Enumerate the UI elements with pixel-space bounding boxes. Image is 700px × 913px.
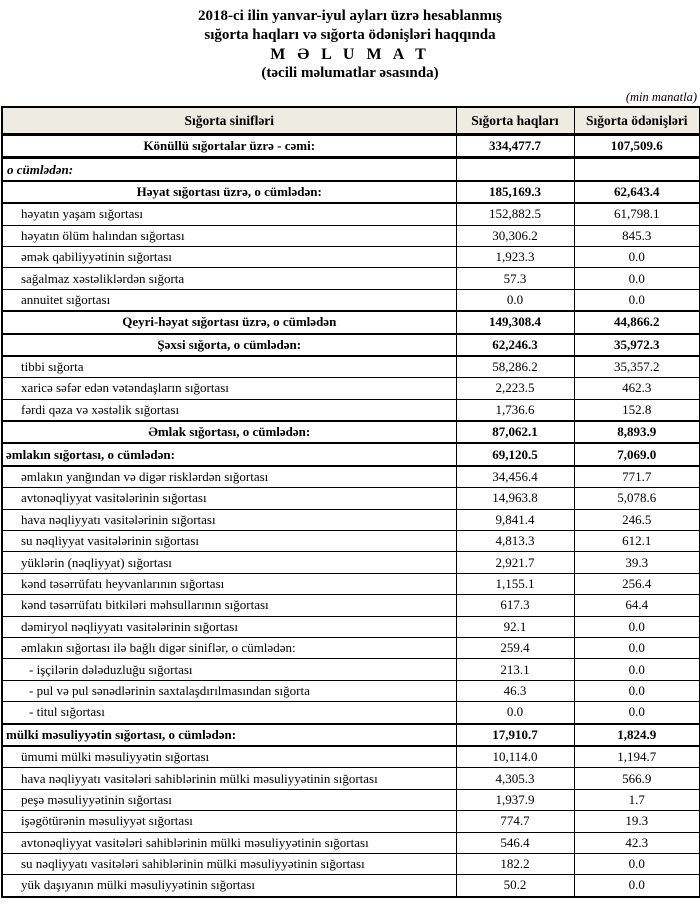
row-label: kənd təsərrüfatı heyvanlarının sığortası [2,573,456,594]
premiums-value: 2,921.7 [456,552,574,573]
row-label: avtonəqliyyat vasitələri sahiblərinin mülki məsuliyyətinin sığortası [2,832,456,853]
table-row [2,246,700,267]
premiums-value: 46.3 [456,680,574,701]
premiums-value: 4,813.3 [456,531,574,552]
table-row [2,466,700,488]
premiums-value: 69,120.5 [456,443,574,465]
row-label: əmlakın sığortası ilə bağlı digər siniflər, o cümlədən: [2,637,456,658]
col-header-classes: Sığorta sinifləri [2,107,456,135]
row-label: o cümlədən: [2,158,456,181]
payments-value: 246.5 [574,509,700,530]
row-label: Həyat sığortası üzrə, o cümlədən: [2,181,456,203]
premiums-value: 14,963.8 [456,488,574,509]
payments-value: 0.0 [574,702,700,724]
table-row [2,680,700,701]
row-label: su nəqliyyatı vasitələri sahiblərinin mülki məsuliyyətinin sığortası [2,853,456,874]
payments-value: 35,972.3 [574,334,700,356]
premiums-value: 17,910.7 [456,724,574,746]
premiums-value: 334,477.7 [456,135,574,158]
payments-value: 7,069.0 [574,443,700,465]
premiums-value: 4,305.3 [456,768,574,789]
table-row [2,203,700,225]
premiums-value: 9,841.4 [456,509,574,530]
payments-value: 5,078.6 [574,488,700,509]
premiums-value: 0.0 [456,702,574,724]
payments-value: 42.3 [574,832,700,853]
payments-value: 8,893.9 [574,421,700,443]
payments-value: 771.7 [574,466,700,488]
payments-value: 44,866.2 [574,311,700,333]
premiums-value: 182.2 [456,853,574,874]
table-row [2,573,700,594]
payments-value: 1,824.9 [574,724,700,746]
table-row [2,875,700,897]
payments-value: 566.9 [574,768,700,789]
premiums-value: 213.1 [456,659,574,680]
premiums-value: 87,062.1 [456,421,574,443]
premiums-value: 259.4 [456,637,574,658]
table-row [2,637,700,658]
premiums-value: 57.3 [456,268,574,289]
table-row [2,724,700,746]
row-label: əmlakın sığortası, o cümlədən: [2,443,456,465]
row-label: sağalmaz xəstəliklərdən sığorta [2,268,456,289]
premiums-value: 92.1 [456,616,574,637]
premiums-value: 546.4 [456,832,574,853]
payments-value: 35,357.2 [574,356,700,378]
table-row [2,552,700,573]
row-label: xaricə səfər edən vətəndaşların sığortası [2,378,456,399]
payments-value: 845.3 [574,225,700,246]
payments-value: 19.3 [574,811,700,832]
row-label: mülki məsuliyyətin sığortası, o cümlədən: [2,724,456,746]
payments-value: 61,798.1 [574,203,700,225]
table-row [2,789,700,810]
insurance-table [1,106,700,898]
row-label: həyatın ölüm halından sığortası [2,225,456,246]
row-label: işəgötürənin məsuliyyət sığortası [2,811,456,832]
table-row [2,289,700,311]
payments-value: 64.4 [574,595,700,616]
premiums-value: 58,286.2 [456,356,574,378]
table-row [2,421,700,443]
row-label: avtonəqliyyat vasitələrinin sığortası [2,488,456,509]
payments-value: 107,509.6 [574,135,700,158]
premiums-value: 34,456.4 [456,466,574,488]
row-label: Əmlak sığortası, o cümlədən: [2,421,456,443]
premiums-value: 50.2 [456,875,574,897]
payments-value: 0.0 [574,680,700,701]
table-row [2,832,700,853]
row-label: Şəxsi sığorta, o cümlədən: [2,334,456,356]
payments-value: 0.0 [574,875,700,897]
row-label: yüklərin (nəqliyyat) sığortası [2,552,456,573]
report-title-melumat: M Ə L U M A T [270,46,430,63]
table-row [2,746,700,768]
premiums-value: 617.3 [456,595,574,616]
premiums-value: 1,736.6 [456,399,574,421]
payments-value: 0.0 [574,637,700,658]
payments-value: 0.0 [574,289,700,311]
premiums-value: 185,169.3 [456,181,574,203]
table-row [2,378,700,399]
payments-value: 0.0 [574,268,700,289]
payments-value: 1,194.7 [574,746,700,768]
table-row [2,225,700,246]
row-label: Könüllü sığortalar üzrə - cəmi: [2,135,456,158]
payments-value [574,158,700,181]
table-row [2,158,700,181]
table-row [2,311,700,333]
table-row [2,334,700,356]
col-header-payments: Sığorta ödənişləri [574,107,700,135]
payments-value: 39.3 [574,552,700,573]
payments-value: 62,643.4 [574,181,700,203]
table-row [2,181,700,203]
premiums-value: 149,308.4 [456,311,574,333]
payments-value: 256.4 [574,573,700,594]
report-title-line4: (təcili məlumatlar əsasında) [261,65,439,81]
premiums-value: 1,937.9 [456,789,574,810]
table-row [2,659,700,680]
row-label: - pul və pul sənədlərinin saxtalaşdırılmasından sığorta [2,680,456,701]
table-row [2,509,700,530]
payments-value: 0.0 [574,659,700,680]
row-label: kənd təsərrüfatı bitkiləri məhsullarının sığortası [2,595,456,616]
premiums-value: 774.7 [456,811,574,832]
premiums-value: 1,923.3 [456,246,574,267]
payments-value: 152.8 [574,399,700,421]
premiums-value: 62,246.3 [456,334,574,356]
table-row [2,853,700,874]
row-label: yük daşıyanın mülki məsuliyyətinin sığortası [2,875,456,897]
premiums-value: 152,882.5 [456,203,574,225]
table-row [2,616,700,637]
report-title-line2: sığorta haqları və sığorta ödənişləri haqqında [204,27,496,43]
premiums-value: 10,114.0 [456,746,574,768]
premiums-value: 2,223.5 [456,378,574,399]
premiums-value: 0.0 [456,289,574,311]
row-label: fərdi qəza və xəstəlik sığortası [2,399,456,421]
payments-value: 462.3 [574,378,700,399]
row-label: dəmiryol nəqliyyatı vasitələrinin sığortası [2,616,456,637]
table-row [2,702,700,724]
premiums-value: 1,155.1 [456,573,574,594]
table-body [2,135,700,897]
row-label: - işçilərin dələduzluğu sığortası [2,659,456,680]
row-label: hava nəqliyyatı vasitələrinin sığortası [2,509,456,530]
table-row [2,443,700,465]
row-label: əmək qabiliyyətinin sığortası [2,246,456,267]
table-header-row [2,107,700,135]
table-row [2,768,700,789]
row-label: peşə məsuliyyətinin sığortası [2,789,456,810]
payments-value: 0.0 [574,853,700,874]
row-label: su nəqliyyat vasitələrinin sığortası [2,531,456,552]
col-header-premiums: Sığorta haqları [456,107,574,135]
table-row [2,268,700,289]
premiums-value [456,158,574,181]
table-row [2,399,700,421]
premiums-value: 30,306.2 [456,225,574,246]
table-row [2,135,700,158]
row-label: həyatın yaşam sığortası [2,203,456,225]
payments-value: 1.7 [574,789,700,810]
unit-note: (min manatla) [625,90,697,104]
row-label: Qeyri-həyat sığortası üzrə, o cümlədən [2,311,456,333]
row-label: - titul sığortası [2,702,456,724]
report-title [0,0,700,83]
row-label: annuitet sığortası [2,289,456,311]
row-label: tibbi sığorta [2,356,456,378]
row-label: əmlakın yanğından və digər risklərdən sığortası [2,466,456,488]
payments-value: 0.0 [574,246,700,267]
table-row [2,488,700,509]
report-title-line1: 2018-ci ilin yanvar-iyul ayları üzrə hesablanmış [197,8,503,24]
payments-value: 0.0 [574,616,700,637]
payments-value: 612.1 [574,531,700,552]
row-label: hava nəqliyyatı vasitələri sahiblərinin mülki məsuliyyətinin sığortası [2,768,456,789]
table-row [2,595,700,616]
table-row [2,811,700,832]
table-row [2,531,700,552]
row-label: ümumi mülki məsuliyyətin sığortası [2,746,456,768]
table-row [2,356,700,378]
